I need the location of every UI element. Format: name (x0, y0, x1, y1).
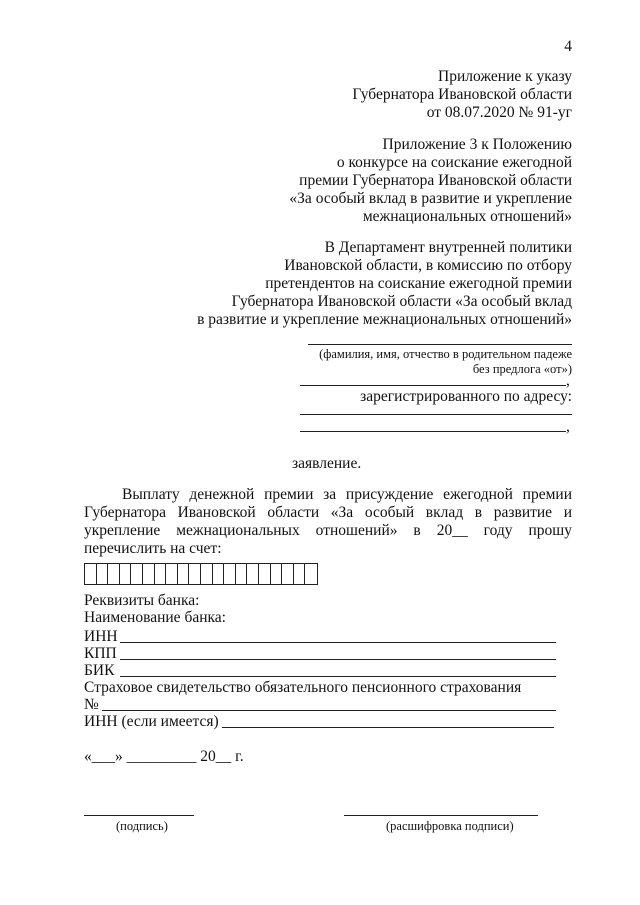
applicant-name-field[interactable] (308, 344, 572, 345)
account-digit-cell[interactable] (259, 564, 271, 584)
addressee-line: В Департамент внутренней политики (324, 239, 572, 256)
appendix-regulation-line: Приложение 3 к Положению (382, 136, 572, 153)
appendix-regulation-line: премии Губернатора Ивановской области (299, 172, 572, 189)
account-digit-cell[interactable] (236, 564, 248, 584)
account-digit-cell[interactable] (108, 564, 120, 584)
account-digit-cell[interactable] (97, 564, 109, 584)
statement-body: Выплату денежной премии за присуждение ежегодной премии Губернатора Ивановской области «За особый вклад в развитие и укрепление межнациональных отношений» в 20__ году прошу перечислить на счет: (84, 486, 572, 557)
account-digit-cell[interactable] (224, 564, 236, 584)
applicant-name-hint (280, 347, 572, 377)
appendix-regulation-block (220, 136, 572, 226)
appendix-decree-line: от 08.07.2020 № 91-уг (426, 104, 572, 121)
account-digit-cell[interactable] (305, 564, 317, 584)
account-digit-cell[interactable] (155, 564, 167, 584)
signature-decode-label: (расшифровка подписи) (386, 819, 514, 833)
bank-requisites-label: Реквизиты банка: (84, 592, 200, 609)
account-digit-cell[interactable] (282, 564, 294, 584)
addressee-line: претендентов на соискание ежегодной премии (265, 275, 572, 292)
insurance-number-field[interactable] (102, 710, 556, 711)
signature-field[interactable] (84, 815, 194, 816)
bik-label: БИК (84, 662, 115, 679)
account-digit-cell[interactable] (294, 564, 306, 584)
kpp-label: КПП (84, 645, 117, 662)
account-digit-cell[interactable] (201, 564, 213, 584)
bik-field[interactable] (120, 676, 556, 677)
inn-optional-label: ИНН (если имеется) (84, 713, 219, 730)
signature-decode-field[interactable] (344, 815, 538, 816)
inn-label: ИНН (84, 628, 118, 645)
insurance-certificate-label: Страховое свидетельство обязательного пенсионного страхования (84, 679, 522, 696)
page-number: 4 (564, 38, 572, 55)
signature-label: (подпись) (116, 819, 168, 833)
addressee-line: Ивановской области, в комиссию по отбору (284, 257, 572, 274)
account-digit-cell[interactable] (213, 564, 225, 584)
number-sign: № (84, 696, 99, 713)
appendix-regulation-line: «За особый вклад в развитие и укрепление (289, 190, 572, 207)
account-digit-cell[interactable] (166, 564, 178, 584)
addressee-block (150, 239, 572, 329)
appendix-decree-line: Приложение к указу (438, 68, 572, 85)
addressee-line: в развитие и укрепление межнациональных отношений» (197, 311, 572, 328)
applicant-name-field-2[interactable] (300, 385, 566, 386)
addressee-line: Губернатора Ивановской области «За особый вклад (231, 293, 572, 310)
address-field-2[interactable] (300, 431, 566, 432)
name-hint-line: без предлога «от») (472, 362, 572, 376)
appendix-regulation-line: межнациональных отношений» (362, 208, 572, 225)
bank-name-label: Наименование банка: (84, 609, 226, 626)
account-digit-cell[interactable] (85, 564, 97, 584)
appendix-regulation-line: о конкурсе на соискание ежегодной (336, 154, 572, 171)
address-field[interactable] (300, 414, 572, 415)
kpp-field[interactable] (120, 659, 556, 660)
appendix-decree-line: Губернатора Ивановской области (352, 86, 572, 103)
inn-optional-field[interactable] (222, 727, 554, 728)
date-line: «___» _________ 20__ г. (84, 748, 244, 765)
account-digit-cell[interactable] (131, 564, 143, 584)
account-digit-cell[interactable] (271, 564, 283, 584)
appendix-decree-block (260, 68, 572, 122)
account-digit-cell[interactable] (247, 564, 259, 584)
comma: , (566, 418, 570, 435)
registered-address-label: зарегистрированного по адресу: (360, 388, 572, 405)
account-digit-cell[interactable] (178, 564, 190, 584)
name-hint-line: (фамилия, имя, отчество в родительном падеже (319, 347, 572, 361)
inn-field[interactable] (120, 642, 556, 643)
account-digit-cell[interactable] (143, 564, 155, 584)
statement-title: заявление. (292, 455, 362, 472)
account-digit-cell[interactable] (189, 564, 201, 584)
account-digit-cell[interactable] (120, 564, 132, 584)
comma: , (566, 372, 570, 389)
account-number-cells[interactable] (84, 563, 318, 585)
